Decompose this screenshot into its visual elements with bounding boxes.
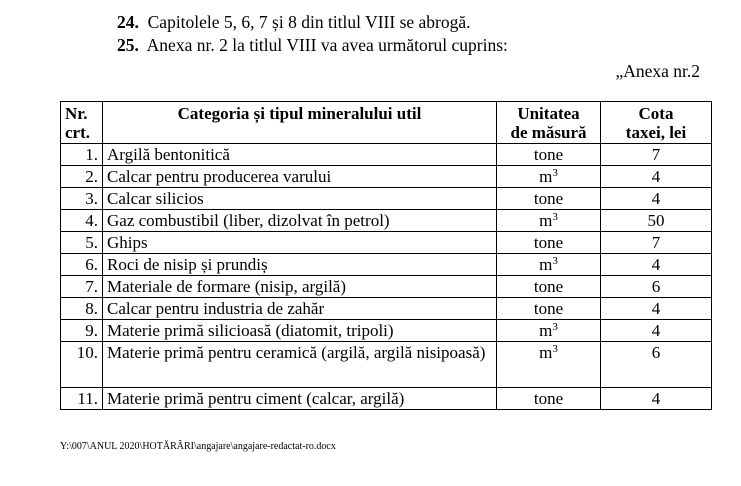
table-row: [61, 254, 712, 276]
unit-sup: 3: [552, 255, 558, 267]
cell-category: Roci de nisip și prundiș: [103, 254, 497, 276]
unit-text: tone: [533, 389, 564, 408]
cell-category: Calcar silicios: [103, 188, 497, 210]
cell-nr: 9.: [61, 320, 103, 342]
cell-category: Materie primă silicioasă (diatomit, tripoli): [103, 320, 497, 342]
cell-category: Materiale de formare (nisip, argilă): [103, 276, 497, 298]
list-item-24: [117, 12, 471, 32]
cell-unit: [497, 144, 601, 166]
unit-text: m: [539, 321, 553, 340]
table-row: [61, 276, 712, 298]
cell-unit: [497, 388, 601, 410]
cell-unit: [497, 342, 601, 388]
item-text: Capitolele 5, 6, 7 și 8 din titlul VIII se abrogă.: [147, 12, 471, 32]
cell-category: Calcar pentru industria de zahăr: [103, 298, 497, 320]
unit-sup: 3: [552, 211, 558, 223]
cell-category: Gaz combustibil (liber, dizolvat în petrol): [103, 210, 497, 232]
header-category: Categoria și tipul mineralului util: [103, 102, 497, 144]
table-row: [61, 144, 712, 166]
header-tax: [601, 102, 712, 144]
header-unit-line2: de măsură: [510, 123, 587, 142]
cell-tax: 4: [601, 254, 712, 276]
unit-text: tone: [533, 189, 564, 208]
table-row: [61, 188, 712, 210]
table-row: [61, 166, 712, 188]
cell-category: Materie primă pentru ciment (calcar, argilă): [103, 388, 497, 410]
cell-nr: 6.: [61, 254, 103, 276]
cell-category: Materie primă pentru ceramică (argilă, argilă nisipoasă): [103, 342, 497, 388]
table-row: [61, 320, 712, 342]
item-number: 24.: [117, 12, 139, 32]
cell-tax: 4: [601, 166, 712, 188]
cell-unit: [497, 210, 601, 232]
table-row: [61, 210, 712, 232]
cell-unit: [497, 254, 601, 276]
unit-sup: 3: [552, 321, 558, 333]
cell-nr: 5.: [61, 232, 103, 254]
header-nr: [61, 102, 103, 144]
unit-text: tone: [533, 277, 564, 296]
cell-unit: [497, 188, 601, 210]
cell-unit: [497, 298, 601, 320]
unit-sup: 3: [552, 343, 558, 355]
document-file-path: Y:\007\ANUL 2020\HOTĂRÂRI\angajare\angajare-redactat-ro.docx: [60, 441, 336, 452]
unit-text: tone: [533, 233, 564, 252]
cell-tax: 4: [601, 188, 712, 210]
cell-unit: [497, 166, 601, 188]
header-tax-line2: taxei, lei: [625, 123, 687, 142]
cell-tax: 7: [601, 144, 712, 166]
cell-category: Calcar pentru producerea varului: [103, 166, 497, 188]
cell-nr: 7.: [61, 276, 103, 298]
cell-nr: 1.: [61, 144, 103, 166]
cell-tax: 4: [601, 320, 712, 342]
cell-tax: 6: [601, 342, 712, 388]
table-row: [61, 298, 712, 320]
unit-sup: 3: [552, 167, 558, 179]
header-nr-line2: crt.: [65, 123, 91, 142]
header-unit: [497, 102, 601, 144]
cell-nr: 10.: [61, 342, 103, 388]
cell-tax: 4: [601, 388, 712, 410]
minerals-tax-table: [60, 101, 712, 410]
cell-nr: 3.: [61, 188, 103, 210]
cell-category: Ghips: [103, 232, 497, 254]
unit-text: m: [539, 343, 553, 362]
header-tax-line1: Cota: [638, 104, 674, 123]
item-number: 25.: [117, 35, 139, 55]
cell-tax: 50: [601, 210, 712, 232]
table-header-row: [61, 102, 712, 144]
cell-nr: 11.: [61, 388, 103, 410]
cell-nr: 8.: [61, 298, 103, 320]
unit-text: m: [539, 211, 553, 230]
cell-tax: 6: [601, 276, 712, 298]
unit-text: m: [539, 167, 553, 186]
header-nr-line1: Nr.: [65, 104, 88, 123]
item-text: Anexa nr. 2 la titlul VIII va avea următorul cuprins:: [146, 35, 508, 55]
cell-unit: [497, 276, 601, 298]
cell-nr: 4.: [61, 210, 103, 232]
list-item-25: [117, 35, 508, 55]
cell-tax: 7: [601, 232, 712, 254]
cell-category: Argilă bentonitică: [103, 144, 497, 166]
table-row: [61, 232, 712, 254]
unit-text: tone: [533, 145, 564, 164]
unit-text: m: [539, 255, 553, 274]
cell-unit: [497, 232, 601, 254]
cell-nr: 2.: [61, 166, 103, 188]
cell-unit: [497, 320, 601, 342]
table-row: [61, 388, 712, 410]
cell-tax: 4: [601, 298, 712, 320]
annex-title: „Anexa nr.2: [615, 61, 700, 81]
unit-text: tone: [533, 299, 564, 318]
header-unit-line1: Unitatea: [517, 104, 580, 123]
table-row: [61, 342, 712, 388]
